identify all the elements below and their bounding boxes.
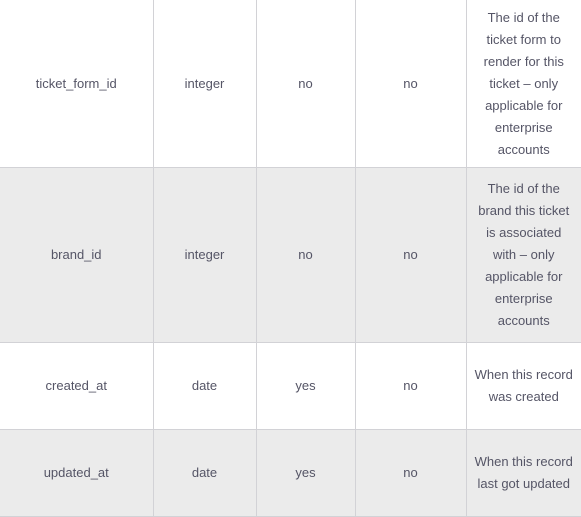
field-name-cell: ticket_form_id — [0, 0, 153, 168]
field-name-cell: brand_id — [0, 168, 153, 343]
mandatory-cell: no — [355, 168, 466, 343]
mandatory-cell: no — [355, 343, 466, 430]
description-cell: When this record last got updated — [466, 430, 581, 517]
table-row — [0, 0, 581, 168]
field-type-cell: date — [153, 343, 256, 430]
table-row — [0, 430, 581, 517]
table-row — [0, 343, 581, 430]
field-name-cell: updated_at — [0, 430, 153, 517]
table-row — [0, 168, 581, 343]
field-name-cell: created_at — [0, 343, 153, 430]
mandatory-cell: no — [355, 0, 466, 168]
read-only-cell: no — [256, 168, 355, 343]
field-type-cell: integer — [153, 0, 256, 168]
description-cell: When this record was created — [466, 343, 581, 430]
description-cell: The id of the brand this ticket is associated with – only applicable for enterprise accounts — [466, 168, 581, 343]
read-only-cell: yes — [256, 430, 355, 517]
mandatory-cell: no — [355, 430, 466, 517]
read-only-cell: no — [256, 0, 355, 168]
read-only-cell: yes — [256, 343, 355, 430]
field-type-cell: date — [153, 430, 256, 517]
description-cell: The id of the ticket form to render for this ticket – only applicable for enterprise accounts — [466, 0, 581, 168]
field-type-cell: integer — [153, 168, 256, 343]
